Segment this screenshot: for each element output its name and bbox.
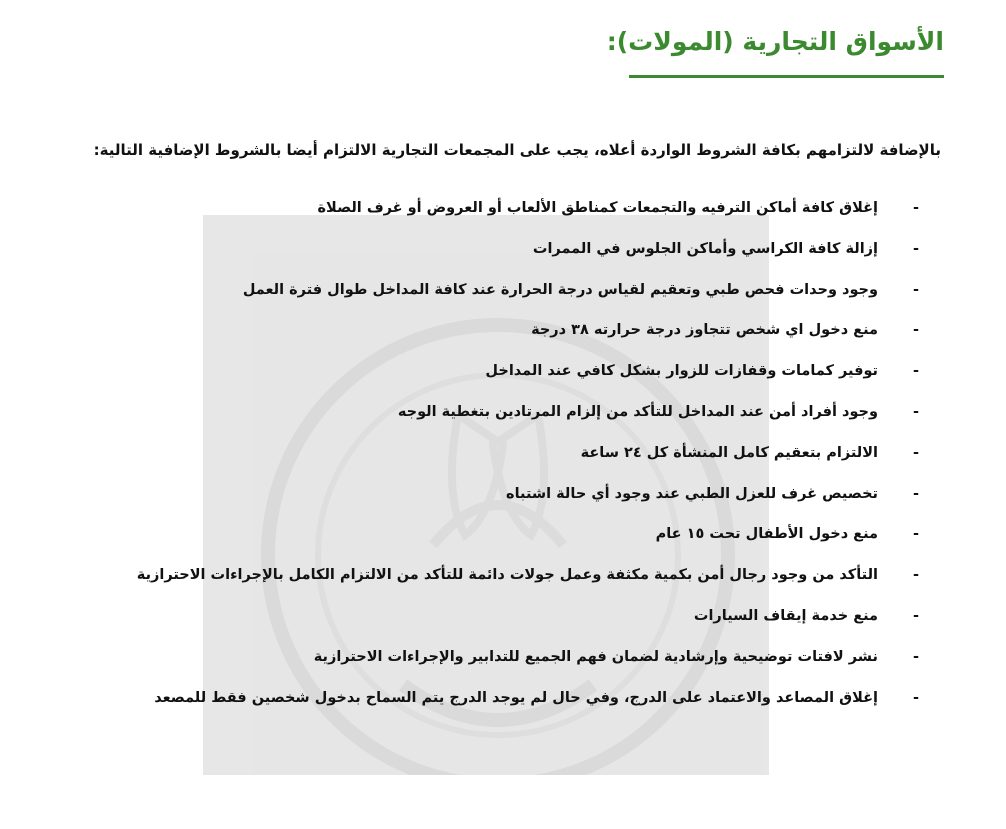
- bullet-dash: -: [912, 689, 920, 706]
- list-item: [66, 235, 926, 276]
- list-item: [66, 561, 926, 602]
- section-heading-block: [606, 18, 944, 66]
- bullet-dash: -: [912, 200, 920, 216]
- list-item: [66, 276, 926, 317]
- bullet-dash: -: [912, 607, 920, 624]
- list-item: [66, 480, 926, 521]
- list-item-text: توفير كمامات وقفازات للزوار بشكل كافي عند المداخل: [485, 363, 878, 380]
- list-item-text: إزالة كافة الكراسي وأماكن الجلوس في الممرات: [532, 240, 878, 257]
- bullet-dash: -: [912, 526, 920, 543]
- list-item: [66, 602, 926, 643]
- list-item-text: منع خدمة إيقاف السيارات: [693, 607, 878, 624]
- list-item-text: إغلاق المصاعد والاعتماد على الدرج، وفي حال لم يوجد الدرج يتم السماح بدخول شخصين فقط للمصعد: [154, 689, 878, 706]
- list-item-text: وجود وحدات فحص طبي وتعقيم لقياس درجة الحرارة عند كافة المداخل طوال فترة العمل: [242, 281, 878, 298]
- bullet-dash: -: [912, 240, 920, 257]
- bullet-dash: -: [912, 322, 920, 339]
- bullet-dash: -: [912, 403, 920, 420]
- list-item: [66, 684, 926, 725]
- list-item: [66, 398, 926, 439]
- list-item: [66, 316, 926, 357]
- list-item-text: تخصيص غرف للعزل الطبي عند وجود أي حالة اشتباه: [506, 485, 878, 502]
- bullet-dash: -: [912, 648, 920, 665]
- bullet-dash: -: [912, 363, 920, 380]
- list-item-text: التأكد من وجود رجال أمن بكمية مكثفة وعمل جولات دائمة للتأكد من الالتزام الكامل بالإجراءات الاحترازية: [136, 567, 878, 584]
- intro-paragraph: بالإضافة لالتزامهم بكافة الشروط الواردة أعلاه، يجب على المجمعات التجارية الالتزام أيضا بالشروط الإضافية التالية:: [93, 141, 941, 159]
- list-item-text: منع دخول الأطفال تحت ١٥ عام: [655, 526, 878, 543]
- list-item-text: نشر لافتات توضيحية وإرشادية لضمان فهم الجميع للتدابير والإجراءات الاحترازية: [313, 648, 878, 665]
- list-item-text: وجود أفراد أمن عند المداخل للتأكد من إلزام المرتادين بتغطية الوجه: [397, 403, 878, 420]
- list-item: [66, 439, 926, 480]
- heading-underline: [629, 75, 944, 78]
- list-item-text: منع دخول اي شخص تتجاوز درجة حرارته ٣٨ درجة: [531, 322, 878, 339]
- list-item-text: إغلاق كافة أماكن الترفيه والتجمعات كمناطق الألعاب أو العروض أو غرف الصلاة: [317, 200, 878, 216]
- list-item: [66, 520, 926, 561]
- bullet-dash: -: [912, 444, 920, 461]
- bullet-dash: -: [912, 281, 920, 298]
- rules-list: [66, 194, 926, 724]
- list-item-text: الالتزام بتعقيم كامل المنشأة كل ٢٤ ساعة: [580, 444, 878, 461]
- list-item: [66, 194, 926, 235]
- bullet-dash: -: [912, 485, 920, 502]
- bullet-dash: -: [912, 567, 920, 584]
- list-item: [66, 357, 926, 398]
- section-heading: الأسواق التجارية (المولات):: [606, 27, 944, 56]
- list-item: [66, 643, 926, 684]
